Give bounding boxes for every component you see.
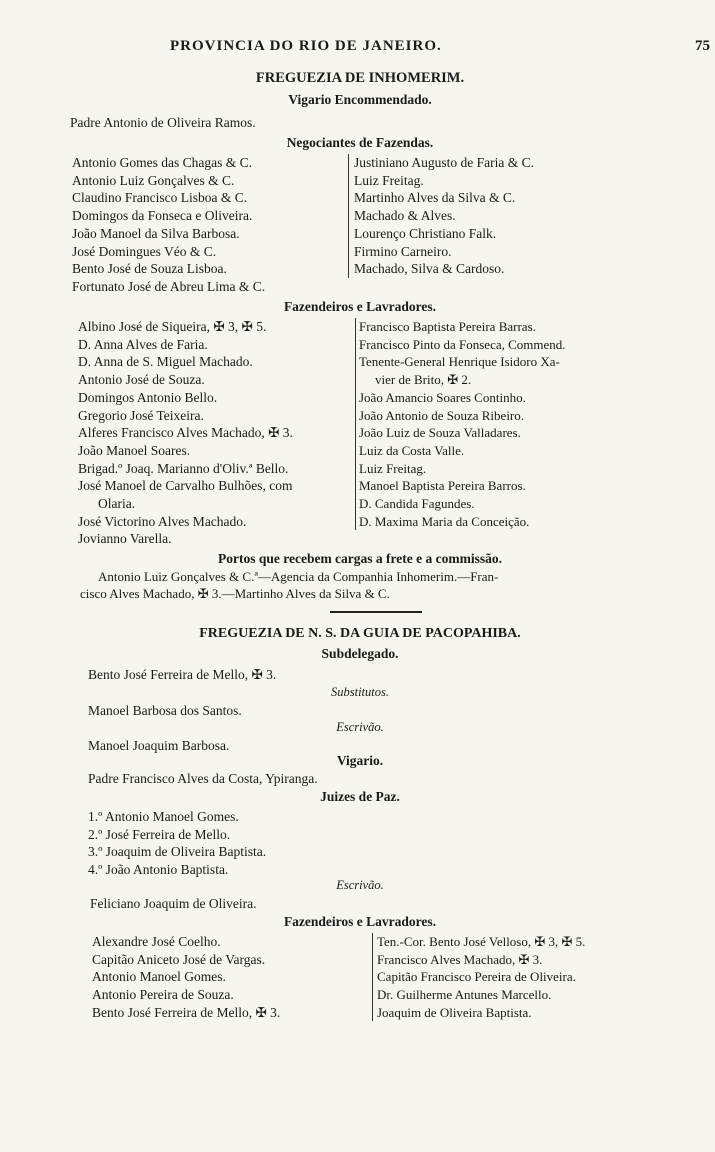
pacopahiba-escrivao2-name: Feliciano Joaquim de Oliveira. xyxy=(90,896,257,911)
list-item: Francisco Pinto da Fonseca, Commend. xyxy=(359,336,566,352)
inhomerim-portos-heading: Portos que recebem cargas a frete e a commissão. xyxy=(217,551,503,566)
pacopahiba-escrivao2-heading: Escrivão. xyxy=(336,878,384,892)
list-item: 4.º João Antonio Baptista. xyxy=(88,862,229,878)
inhomerim-negociantes-left xyxy=(72,154,265,296)
pacopahiba-subdelegado-heading: Subdelegado. xyxy=(321,646,399,661)
list-item: D. Anna de S. Miguel Machado. xyxy=(78,354,253,370)
pacopahiba-fazendeiros-left xyxy=(92,933,280,1022)
inhomerim-vigario-name: Padre Antonio de Oliveira Ramos. xyxy=(70,115,256,130)
list-item: Manoel Baptista Pereira Barros. xyxy=(359,478,526,494)
list-item: Francisco Baptista Pereira Barras. xyxy=(359,319,536,334)
list-item: Antonio Luiz Gonçalves & C. xyxy=(72,172,235,188)
inhomerim-vigario-heading: Vigario Encommendado. xyxy=(288,92,432,107)
list-item: Francisco Alves Machado, ✠ 3. xyxy=(377,951,543,967)
list-item: João Antonio de Souza Ribeiro. xyxy=(359,407,525,423)
list-item: Joaquim de Oliveira Baptista. xyxy=(377,1004,532,1020)
inhomerim-fazendeiros-heading: Fazendeiros e Lavradores. xyxy=(283,299,437,314)
pacopahiba-vigario-name: Padre Francisco Alves da Costa, Ypiranga. xyxy=(88,771,318,786)
list-item: Antonio Gomes das Chagas & C. xyxy=(72,155,252,170)
list-item: Machado & Alves. xyxy=(354,208,456,224)
pacopahiba-title: FREGUEZIA DE N. S. DA GUIA DE PACOPAHIBA. xyxy=(199,626,521,641)
header-title: PROVINCIA DO RIO DE JANEIRO. xyxy=(170,38,442,54)
list-item: Bento José Ferreira de Mello, ✠ 3. xyxy=(92,1004,281,1020)
inhomerim-portos-line1: Antonio Luiz Gonçalves & C.ª—Agencia da Companhia Inhomerim.—Fran- xyxy=(98,569,499,584)
pacopahiba-escrivao-name: Manoel Joaquim Barbosa. xyxy=(88,738,230,753)
list-item: Luiz da Costa Valle. xyxy=(359,442,465,458)
running-header xyxy=(70,38,710,60)
list-item: 1.º Antonio Manoel Gomes. xyxy=(88,809,239,824)
list-item: Albino José de Siqueira, ✠ 3, ✠ 5. xyxy=(78,319,267,334)
section-divider xyxy=(330,611,422,613)
list-item: Alexandre José Coelho. xyxy=(92,934,221,949)
list-item: Claudino Francisco Lisboa & C. xyxy=(72,190,248,206)
list-item: Antonio José de Souza. xyxy=(78,372,205,388)
list-item: João Manoel Soares. xyxy=(78,442,191,458)
pacopahiba-substituto-name: Manoel Barbosa dos Santos. xyxy=(88,703,242,718)
pacopahiba-juizes-list xyxy=(88,808,266,879)
list-item: Antonio Pereira de Souza. xyxy=(92,987,234,1003)
list-item: Domingos da Fonseca e Oliveira. xyxy=(72,208,253,224)
list-item: Jovianno Varella. xyxy=(78,531,172,547)
list-item: vier de Brito, ✠ 2. xyxy=(375,372,472,388)
list-item: D. Candida Fagundes. xyxy=(359,496,475,512)
list-item: Luiz Freitag. xyxy=(359,460,427,476)
list-item: Capitão Francisco Pereira de Oliveira. xyxy=(377,969,576,985)
list-item: Tenente-General Henrique Isidoro Xa- xyxy=(359,354,560,370)
inhomerim-negociantes-heading: Negociantes de Fazendas. xyxy=(286,135,434,150)
list-item: Gregorio José Teixeira. xyxy=(78,407,204,423)
list-item: 2.º José Ferreira de Mello. xyxy=(88,826,231,842)
inhomerim-fazendeiros-right xyxy=(359,318,566,530)
page-number: 75 xyxy=(695,38,710,54)
list-item: Fortunato José de Abreu Lima & C. xyxy=(72,278,266,294)
list-item: José Victorino Alves Machado. xyxy=(78,513,247,529)
list-item: D. Anna Alves de Faria. xyxy=(78,336,208,352)
list-item: José Manoel de Carvalho Bulhões, com xyxy=(78,478,293,494)
pacopahiba-substitutos-heading: Substitutos. xyxy=(331,685,389,699)
list-item: Justiniano Augusto de Faria & C. xyxy=(354,155,534,170)
list-item: Brigad.º Joaq. Marianno d'Oliv.ª Bello. xyxy=(78,460,289,476)
column-divider xyxy=(348,154,349,278)
list-item: Domingos Antonio Bello. xyxy=(78,389,218,405)
inhomerim-fazendeiros-left xyxy=(78,318,293,548)
list-item: Bento José de Souza Lisboa. xyxy=(72,261,227,277)
list-item: Alferes Francisco Alves Machado, ✠ 3. xyxy=(78,425,293,441)
pacopahiba-subdelegado-name: Bento José Ferreira de Mello, ✠ 3. xyxy=(88,667,277,682)
list-item: Firmino Carneiro. xyxy=(354,243,452,259)
pacopahiba-fazendeiros-heading: Fazendeiros e Lavradores. xyxy=(283,914,437,929)
list-item: José Domingues Véo & C. xyxy=(72,243,217,259)
list-item: Capitão Aniceto José de Vargas. xyxy=(92,951,266,967)
pacopahiba-escrivao-heading: Escrivão. xyxy=(336,720,384,734)
pacopahiba-fazendeiros-right xyxy=(377,933,585,1022)
list-item: Ten.-Cor. Bento José Velloso, ✠ 3, ✠ 5. xyxy=(377,934,586,949)
list-item: Olaria. xyxy=(98,496,136,512)
pacopahiba-vigario-heading: Vigario. xyxy=(336,753,384,768)
list-item: João Luiz de Souza Valladares. xyxy=(359,425,521,441)
pacopahiba-juizes-heading: Juizes de Paz. xyxy=(320,789,400,804)
list-item: Martinho Alves da Silva & C. xyxy=(354,190,516,206)
inhomerim-portos-line2: cisco Alves Machado, ✠ 3.—Martinho Alves da Silva & C. xyxy=(80,586,390,601)
list-item: Machado, Silva & Cardoso. xyxy=(354,261,505,277)
column-divider xyxy=(372,933,373,1021)
list-item: Luiz Freitag. xyxy=(354,172,424,188)
list-item: D. Maxima Maria da Conceição. xyxy=(359,513,530,529)
column-divider xyxy=(355,318,356,530)
list-item: João Manoel da Silva Barbosa. xyxy=(72,225,240,241)
list-item: Antonio Manoel Gomes. xyxy=(92,969,226,985)
inhomerim-negociantes-right xyxy=(354,154,534,278)
list-item: Lourenço Christiano Falk. xyxy=(354,225,497,241)
list-item: 3.º Joaquim de Oliveira Baptista. xyxy=(88,844,267,860)
inhomerim-title: FREGUEZIA DE INHOMERIM. xyxy=(255,70,465,86)
list-item: João Amancio Soares Continho. xyxy=(359,389,526,405)
list-item: Dr. Guilherme Antunes Marcello. xyxy=(377,987,552,1003)
